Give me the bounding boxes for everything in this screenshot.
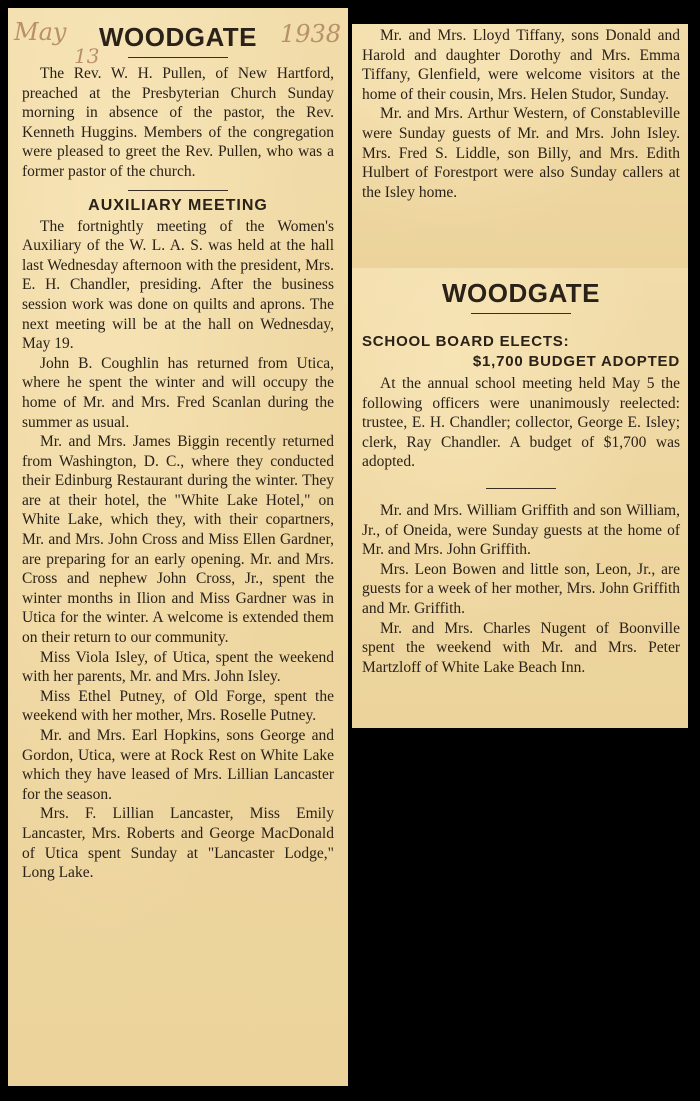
left-paragraph: Mr. and Mrs. Earl Hopkins, sons George and Gordon, Utica, were at Rock Rest on White Lake which they have leased of Mrs. Lillian Lancaster for the season. [22,727,334,803]
left-section-rule [128,190,228,191]
left-masthead: WOODGATE [98,22,258,52]
handwritten-day: 13 [74,44,100,68]
right-bottom-clipping [352,268,688,728]
school-board-headline [362,332,680,372]
left-paragraph: John B. Coughlin has returned from Utica, where he spent the winter and will occupy the home of Mr. and Mrs. Fred Scanlan during the summer as usual. [22,354,334,431]
headline-line-2: $1,700 BUDGET ADOPTED [472,353,680,370]
right-top-paragraph: Mr. and Mrs. Arthur Western, of Constableville were Sunday guests of Mr. and Mrs. John Isley. Mrs. Fred S. Liddle, son Billy, and Mrs. Edith Hulbert of Forestport were also Sunday callers at the Isley home. [362,105,680,201]
left-paragraph: Mr. and Mrs. James Biggin recently returned from Washington, D. C., where they conducted their Edinburg Restaurant during the winter. They are at their hotel, the "White Lake Hotel," on White Lake, which they, with their copartners, Mr. and Mrs. John Cross and Miss Ellen Gardner, are preparing for an early opening. Mr. and Mrs. Cross and nephew John Cross, Jr., spent the winter months in Ilion and Miss Gardner was in Utica for the winter. A welcome is extended them on their return to our community. [22,433,334,647]
left-paragraph: Mrs. F. Lillian Lancaster, Miss Emily Lancaster, Mrs. Roberts and George MacDonald of Utica spent Sunday at "Lancaster Lodge," Long Lake. [22,805,334,882]
left-paragraph: The fortnightly meeting of the Women's Auxiliary of the W. L. A. S. was held at the hall last Wednesday afternoon with the president, Mrs. E. H. Chandler, presiding. After the business session work was done on quilts and aprons. The next meeting will be at the hall on Wednesday, May 19. [22,217,334,353]
right-paragraph-intro: At the annual school meeting held May 5 the following officers were unanimously reelected: trustee, E. H. Chandler; collector, George E. Isley; clerk, Ray Chandler. A budget of $1,700 was adopted. [362,375,680,471]
handwritten-year: 1938 [280,20,342,48]
left-paragraph: Miss Ethel Putney, of Old Forge, spent the weekend with her mother, Mrs. Roselle Putney. [22,687,334,725]
handwritten-month: May [14,18,67,46]
right-section-rule [486,488,556,489]
left-paragraph-intro: The Rev. W. H. Pullen, of New Hartford, preached at the Presbyterian Church Sunday morning in absence of the pastor, the Rev. Kenneth Huggins. Members of the congregation were pleased to greet the Rev. Pullen, who was a former pastor of the church. [22,65,334,180]
headline-line-1: SCHOOL BOARD ELECTS: [362,333,570,350]
right-masthead-rule [471,313,571,314]
right-paragraph: Mrs. Leon Bowen and little son, Leon, Jr., are guests for a week of her mother, Mrs. John Griffith and Mr. Griffith. [362,560,680,617]
right-masthead: WOODGATE [441,278,601,308]
left-clipping [8,8,348,1086]
auxiliary-meeting-heading: AUXILIARY MEETING [88,196,268,214]
right-paragraph: Mr. and Mrs. William Griffith and son William, Jr., of Oneida, were Sunday guests at the home of Mr. and Mrs. John Griffith. [362,501,680,559]
left-paragraph: Miss Viola Isley, of Utica, spent the weekend with her parents, Mr. and Mrs. John Isley. [22,648,334,686]
left-masthead-rule [128,57,228,58]
right-top-paragraph: Mr. and Mrs. Lloyd Tiffany, sons Donald and Harold and daughter Dorothy and Mrs. Emma Tiffany, Glenfield, were welcome visitors at the home of their cousin, Mrs. Helen Studor, Sunday. [362,27,680,103]
right-paragraph: Mr. and Mrs. Charles Nugent of Boonville spent the weekend with Mr. and Mrs. Peter Martzloff of White Lake Beach Inn. [362,619,680,676]
right-top-clipping [352,24,688,268]
